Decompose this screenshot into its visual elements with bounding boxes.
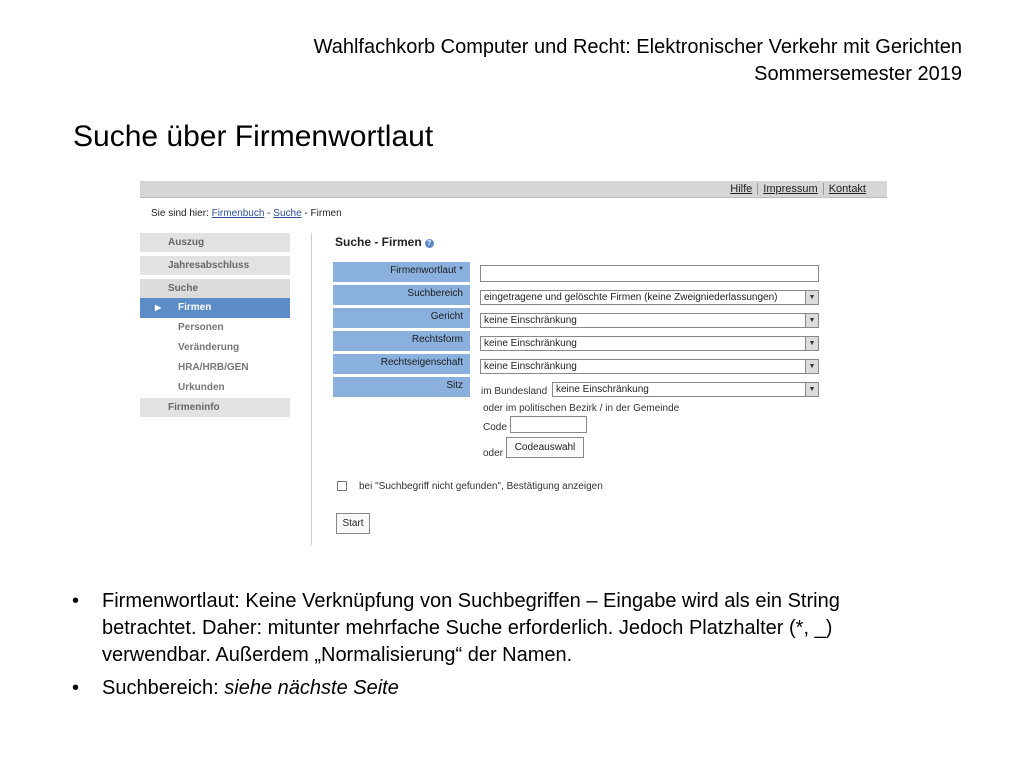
rechtsform-value: keine Einschränkung [484,338,577,349]
gericht-value: keine Einschränkung [484,315,577,326]
bullet1-line3: verwendbar. Außerdem „Normalisierung“ der Namen. [102,644,573,666]
link-kontakt[interactable]: Kontakt [823,183,871,195]
bullet-list [72,588,972,704]
link-impressum[interactable]: Impressum [757,183,822,195]
course-title: Wahlfachkorb Computer und Recht: Elektronischer Verkehr mit Gerichten [313,36,962,58]
sidebar-item-firmeninfo[interactable]: Firmeninfo [140,398,290,417]
breadcrumb-current: - Firmen [301,208,342,219]
arrow-right-icon: ▶ [155,303,162,312]
codeauswahl-button[interactable]: Codeauswahl [506,437,584,458]
sidebar-item-jahresabschluss[interactable]: Jahresabschluss [140,256,290,275]
suchbereich-select[interactable] [480,290,819,305]
chevron-down-icon[interactable]: ▼ [805,314,818,327]
label-firmenwortlaut: Firmenwortlaut * [333,262,470,282]
suchbereich-value: eingetragene und gelöschte Firmen (keine Zweigniederlassungen) [484,292,778,303]
oder-label: oder [483,448,504,459]
link-hilfe[interactable]: Hilfe [730,183,753,195]
bundesland-select[interactable] [552,382,819,397]
label-sitz: Sitz [333,377,470,397]
confirm-checkbox[interactable] [337,481,347,491]
sidebar-subitem-veraenderung[interactable]: Veränderung [178,342,240,353]
bullet-item [72,675,972,702]
sidebar-item-suche[interactable]: Suche [140,279,290,298]
label-rechtseigenschaft: Rechtseigenschaft [333,354,470,374]
bundesland-value: keine Einschränkung [556,384,649,395]
slide-header [314,34,962,88]
top-bar [140,181,887,198]
label-gericht: Gericht [333,308,470,328]
breadcrumb-suche[interactable]: Suche [273,208,302,219]
rechtseigenschaft-select[interactable] [480,359,819,374]
bundesland-prefix: im Bundesland [481,386,548,397]
bezirk-text: oder im politischen Bezirk / in der Gemeinde [483,403,680,414]
sidebar-subitem-personen[interactable]: Personen [178,322,224,333]
bullet-item [72,588,972,669]
label-suchbereich: Suchbereich [333,285,470,305]
main-title [335,235,434,249]
code-input[interactable] [510,416,587,433]
label-rechtsform: Rechtsform [333,331,470,351]
bullet-icon: • [72,590,80,612]
help-icon[interactable]: ? [425,239,434,248]
sidebar-subitem-urkunden[interactable]: Urkunden [178,382,225,393]
firmenwortlaut-input[interactable] [480,265,819,282]
sidebar-subitem-firmen[interactable] [140,298,290,318]
sidebar-subitem-firmen-label: Firmen [178,302,212,313]
chevron-down-icon[interactable]: ▼ [805,337,818,350]
chevron-down-icon[interactable]: ▼ [805,291,818,304]
breadcrumb-firmenbuch[interactable]: Firmenbuch [211,208,265,219]
top-links [725,181,871,197]
divider [311,233,312,545]
rechtsform-select[interactable] [480,336,819,351]
rechtseigenschaft-value: keine Einschränkung [484,361,577,372]
sidebar [140,233,290,421]
chevron-down-icon[interactable]: ▼ [805,360,818,373]
breadcrumb-sep: - [264,208,274,219]
sidebar-item-auszug[interactable]: Auszug [140,233,290,252]
semester: Sommersemester 2019 [754,63,962,85]
breadcrumb-prefix: Sie sind hier: [151,208,212,219]
checkbox-label: bei "Suchbegriff nicht gefunden", Bestätigung anzeigen [359,481,603,492]
bullet2-italic: siehe nächste Seite [224,677,399,699]
breadcrumb [151,208,342,219]
code-label: Code [483,422,507,433]
slide-title: Suche über Firmenwortlaut [73,120,434,153]
bullet-icon: • [72,677,80,699]
sidebar-subitem-hra[interactable]: HRA/HRB/GEN [178,362,249,373]
bullet2-text: Suchbereich: [102,677,225,699]
embedded-screenshot [140,181,887,545]
bullet1-line2: betrachtet. Daher: mitunter mehrfache Suche erforderlich. Jedoch Platzhalter (*, _) [102,617,833,639]
bullet1-line1: Firmenwortlaut: Keine Verknüpfung von Suchbegriffen – Eingabe wird als ein String [102,590,840,612]
main-title-text: Suche - Firmen [335,235,422,249]
gericht-select[interactable] [480,313,819,328]
chevron-down-icon[interactable]: ▼ [805,383,818,396]
start-button[interactable]: Start [336,513,370,534]
